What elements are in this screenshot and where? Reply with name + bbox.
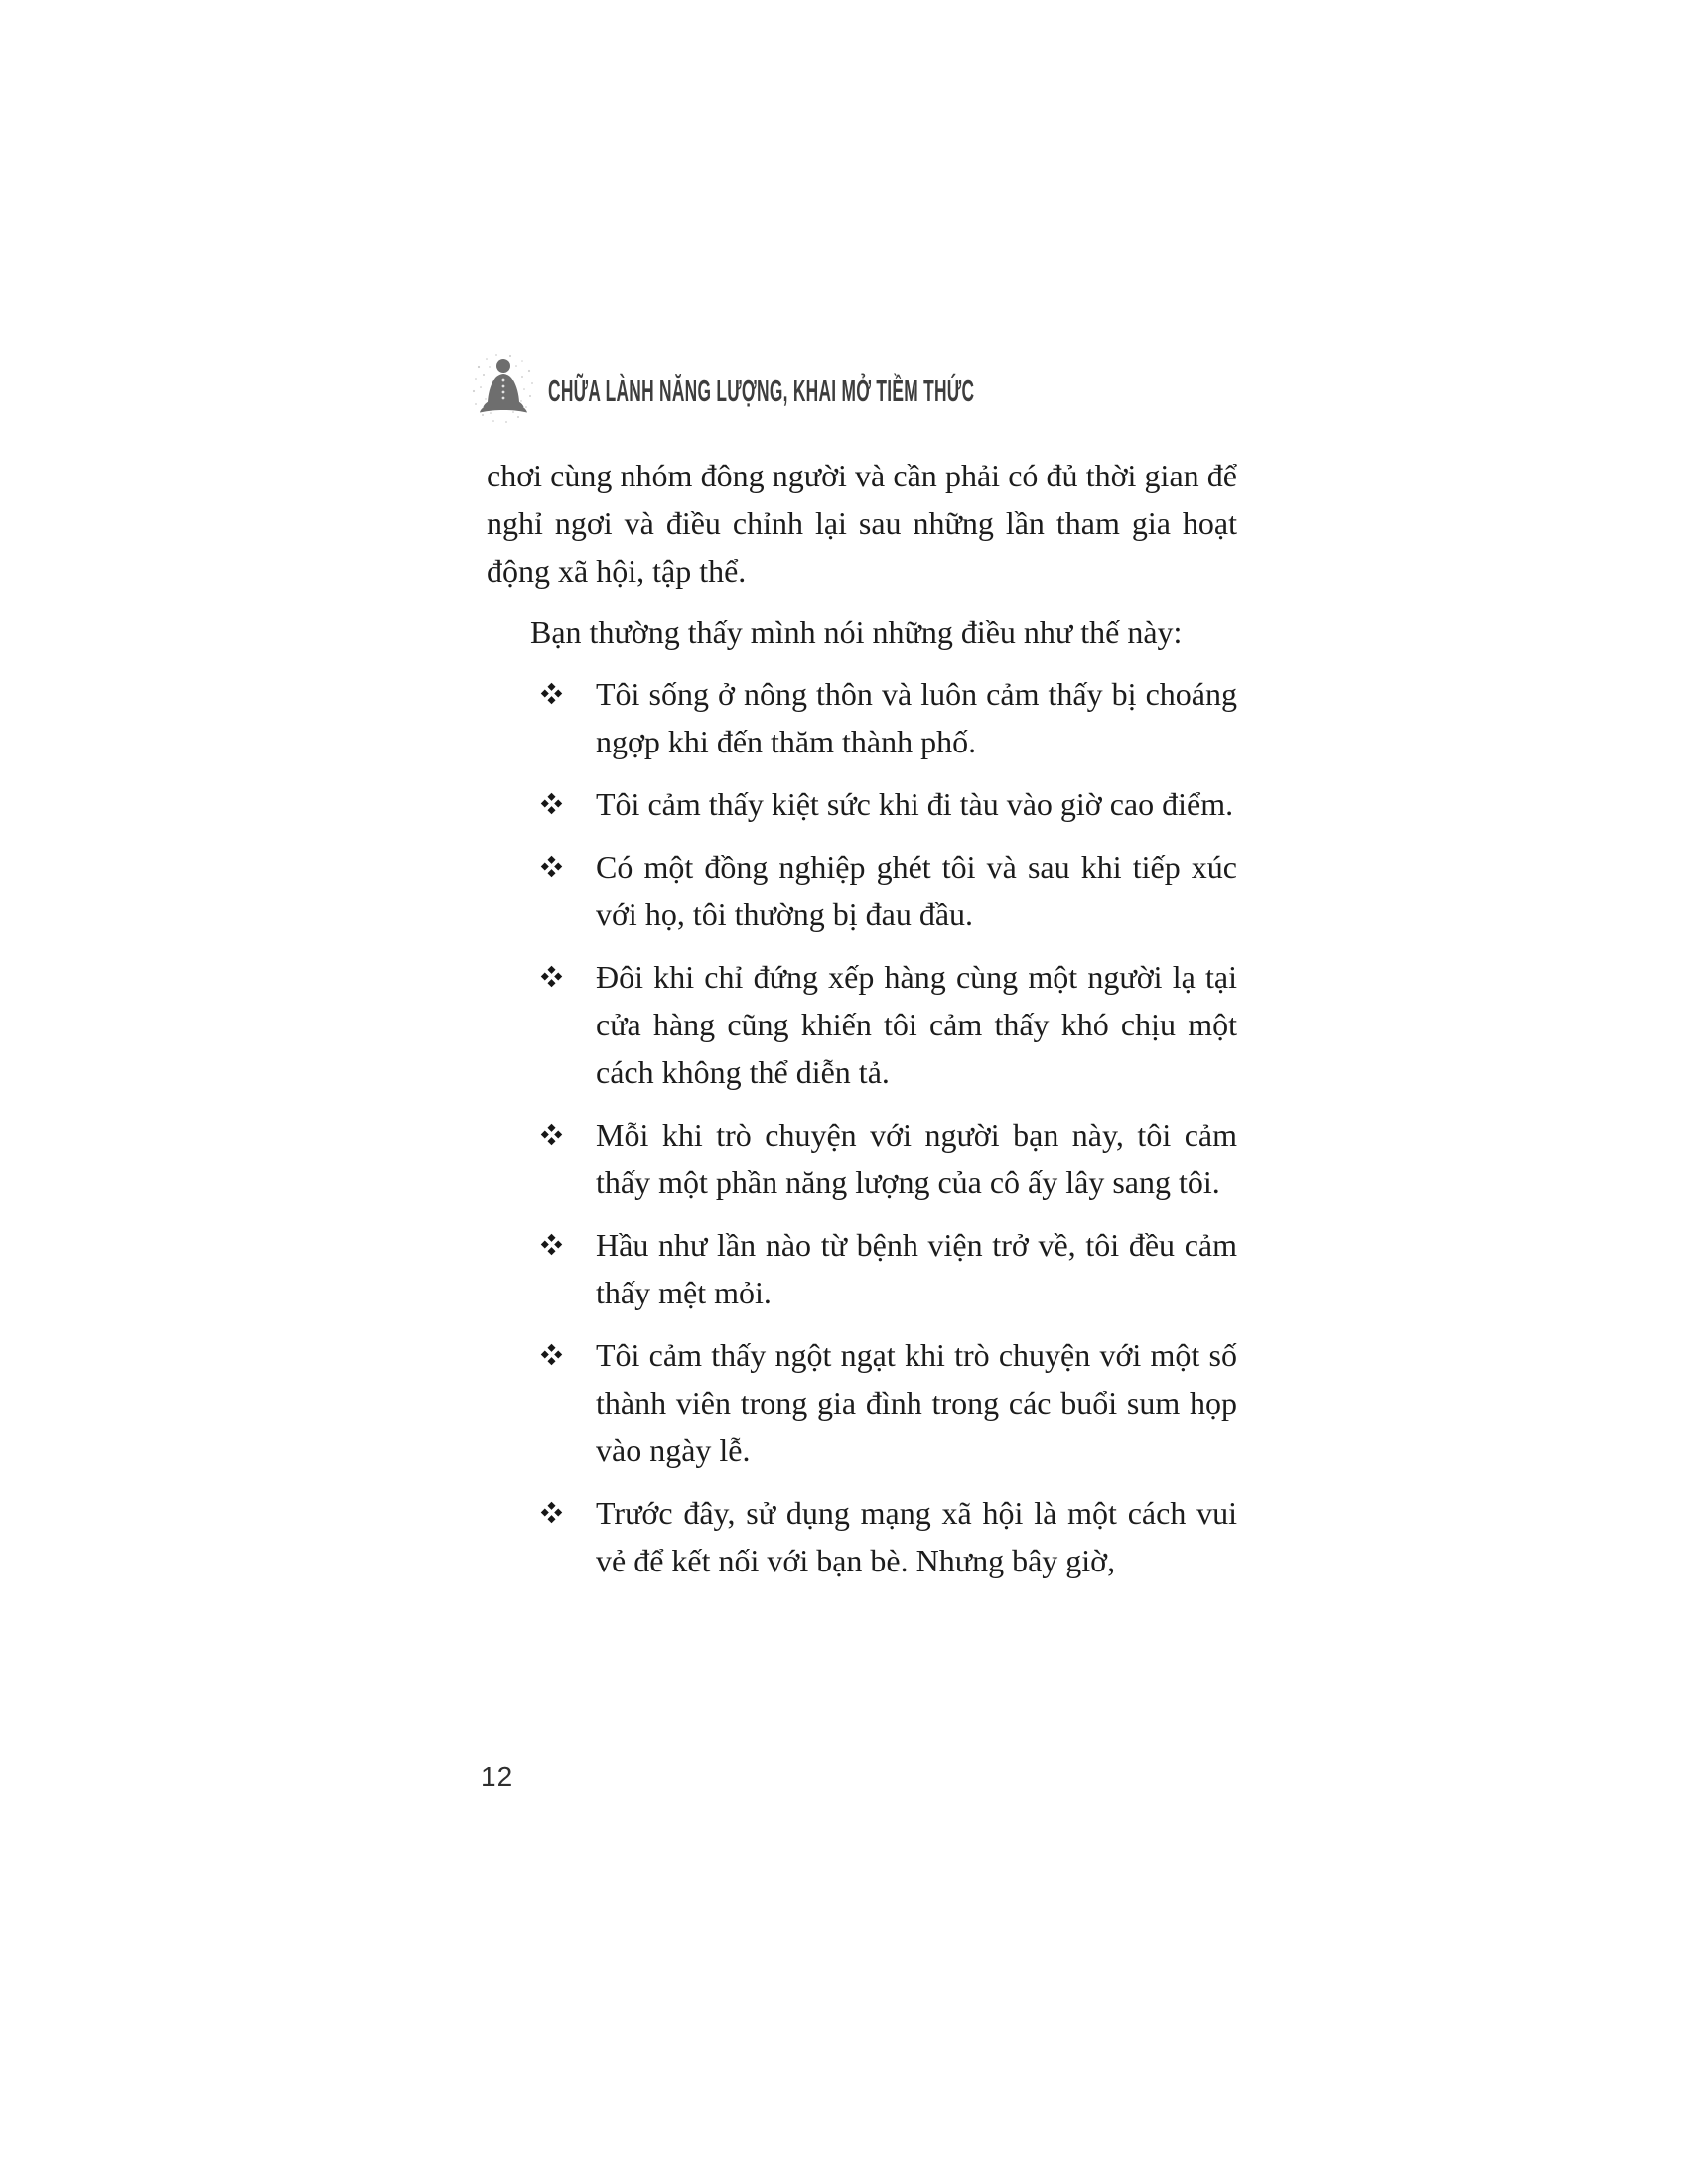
list-item xyxy=(487,1331,1237,1474)
list-item xyxy=(487,1489,1237,1584)
running-title: CHỮA LÀNH NĂNG LƯỢNG, KHAI MỞ TIỀM THỨC xyxy=(548,373,975,408)
four-diamonds-bullet-icon xyxy=(540,1123,563,1146)
four-diamonds-bullet-icon xyxy=(540,1501,563,1524)
four-diamonds-bullet-icon xyxy=(540,682,563,705)
list-item-text: Đôi khi chỉ đứng xếp hàng cùng một người lạ tại cửa hàng cũng khiến tôi cảm thấy khó chịu một cách không thể diễn tả. xyxy=(596,959,1237,1090)
list-item-text: Mỗi khi trò chuyện với người bạn này, tôi cảm thấy một phần năng lượng của cô ấy lây sang tôi. xyxy=(596,1117,1237,1200)
list-item-text: Có một đồng nghiệp ghét tôi và sau khi tiếp xúc với họ, tôi thường bị đau đầu. xyxy=(596,849,1237,932)
four-diamonds-bullet-icon xyxy=(540,965,563,988)
list-item-text: Tôi cảm thấy kiệt sức khi đi tàu vào giờ cao điểm. xyxy=(596,786,1234,822)
list-item xyxy=(487,780,1237,828)
four-diamonds-bullet-icon xyxy=(540,792,563,815)
symptom-list xyxy=(487,670,1237,1584)
list-item xyxy=(487,1221,1237,1316)
list-item xyxy=(487,1111,1237,1206)
list-item-text: Tôi cảm thấy ngột ngạt khi trò chuyện với một số thành viên trong gia đình trong các buổi sum họp vào ngày lễ. xyxy=(596,1337,1237,1468)
paragraph: Bạn thường thấy mình nói những điều như thế này: xyxy=(530,614,1183,650)
four-diamonds-bullet-icon xyxy=(540,1233,563,1256)
list-item-text: Trước đây, sử dụng mạng xã hội là một cách vui vẻ để kết nối với bạn bè. Nhưng bây giờ, xyxy=(596,1495,1237,1578)
four-diamonds-bullet-icon xyxy=(540,1343,563,1366)
list-item-text: Tôi sống ở nông thôn và luôn cảm thấy bị choáng ngợp khi đến thăm thành phố. xyxy=(596,676,1237,759)
meditating-figure-icon xyxy=(467,349,540,433)
page-header xyxy=(467,349,1310,433)
list-item xyxy=(487,843,1237,938)
page-body xyxy=(487,452,1237,1599)
list-item xyxy=(487,670,1237,765)
list-item xyxy=(487,953,1237,1096)
paragraph: chơi cùng nhóm đông người và cần phải có đủ thời gian để nghỉ ngơi và điều chỉnh lại sau những lần tham gia hoạt động xã hội, tập thể. xyxy=(487,458,1237,589)
page-number: 12 xyxy=(481,1761,514,1792)
list-item-text: Hầu như lần nào từ bệnh viện trở về, tôi đều cảm thấy mệt mỏi. xyxy=(596,1227,1237,1310)
four-diamonds-bullet-icon xyxy=(540,855,563,878)
